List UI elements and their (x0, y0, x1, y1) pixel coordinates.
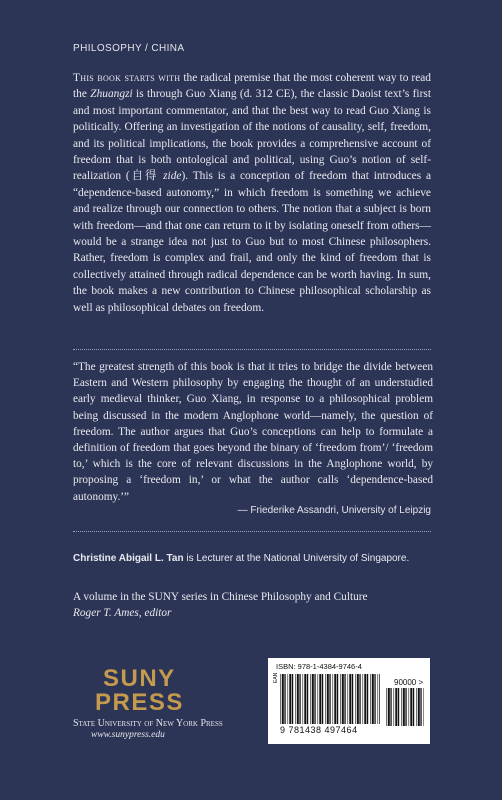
description-lead: This book starts with (73, 72, 181, 84)
barcode-bar (340, 674, 341, 724)
barcode-bar (409, 688, 410, 726)
barcode-bar (342, 674, 344, 724)
barcode-bar (359, 674, 360, 724)
barcode-bar (401, 688, 402, 726)
barcode-bar (292, 674, 293, 724)
publisher-name: State University of New York Press (73, 718, 223, 729)
barcode-bar (288, 674, 289, 724)
barcode-bar (284, 674, 285, 724)
barcode-bar (327, 674, 329, 724)
barcode-bar (372, 674, 374, 724)
barcode-bar (413, 688, 414, 726)
barcode-bar (370, 674, 371, 724)
barcode-bar (390, 688, 391, 726)
series-line: A volume in the SUNY series in Chinese Philosophy and Culture (73, 591, 368, 603)
series-editor: Roger T. Ames, editor (73, 606, 172, 619)
barcode-bar (282, 674, 284, 724)
term-zide: zide (163, 170, 182, 183)
barcode-bar (379, 674, 380, 724)
barcode-bar (314, 674, 315, 724)
barcode-bar (403, 688, 405, 726)
category-label: PHILOSOPHY / CHINA (73, 43, 185, 54)
barcode-bar (334, 674, 336, 724)
barcode-bar (357, 674, 359, 724)
series-info (73, 590, 443, 621)
barcode-bar (349, 674, 351, 724)
barcode-bar (318, 674, 319, 724)
barcode-bar (295, 674, 296, 724)
barcode-side-code: EAN (273, 672, 279, 683)
barcode-bar (329, 674, 330, 724)
barcode-bar (322, 674, 323, 724)
author-bio-text: is Lecturer at the National University of Singapore. (183, 553, 410, 564)
barcode-bar (304, 674, 306, 724)
barcode-bar (348, 674, 349, 724)
barcode-bar (418, 688, 420, 726)
barcode-bar (395, 688, 397, 726)
barcode-bar (303, 674, 304, 724)
work-title: Zhuangzi (90, 88, 133, 101)
ean-barcode-bars (280, 674, 380, 724)
barcode-bar (355, 674, 356, 724)
barcode-bar (394, 688, 395, 726)
barcode-bar (374, 674, 375, 724)
barcode-bar (416, 688, 417, 726)
barcode-bar (424, 688, 425, 726)
barcode-bar (333, 674, 334, 724)
endorsement-quote: “The greatest strength of this book is that it tries to bridge the divide between Eastern and Western philosophy by engaging the thought of an understudied early medieval thinker, Guo Xiang, in response to a philosophical problem being discussed in the modern Anglophone world—namely, the question of freedom. The author argues that Guo’s conceptions can help to formulate a definition of freedom that goes beyond the binary of ‘freedom from’/ ‘freedom to,’ which is the core of relevant discussions in the Anglophone world, by proposing a ‘freedom in,’ or what the author calls ‘dependence-based autonomy.’” (73, 361, 433, 503)
barcode-bar (410, 688, 412, 726)
barcode-bar (307, 674, 308, 724)
barcode-bar (299, 674, 300, 724)
divider-bottom (73, 531, 431, 532)
publisher-logo (73, 667, 233, 740)
barcode-bar (363, 674, 364, 724)
barcode-bar (344, 674, 345, 724)
barcode-bar (405, 688, 406, 726)
logo-suny: SUNY (103, 665, 176, 692)
book-description (73, 70, 431, 316)
barcode-bar (297, 674, 299, 724)
barcode-bar (386, 688, 387, 726)
barcode (268, 658, 430, 744)
author-name: Christine Abigail L. Tan (73, 553, 184, 564)
publisher-url: www.sunypress.edu (91, 730, 165, 740)
barcode-bar (420, 688, 421, 726)
barcode-bar (280, 674, 281, 724)
author-bio (73, 553, 453, 564)
barcode-bar (325, 674, 326, 724)
isbn-text: ISBN: 978-1-4384-9746-4 (276, 662, 362, 671)
barcode-bar (319, 674, 321, 724)
barcode-bar (337, 674, 338, 724)
barcode-bar (398, 688, 399, 726)
description-text-3: ). This is a conception of freedom that introduces a “dependence-based autonomy,” in which freedom is something we achieve and realize through our connection to others. The notion that a subject is born with freedom—and that one can return to it by isolating oneself from others—would be a strange idea not just to Guo but to most Chinese philosophers. Rather, freedom is complex and frail, and only the kind of freedom that is collectively attained through radical dependence can be worth having. In sum, the book makes a new contribution to Chinese philosophical scholarship as well as philosophical debates on freedom. (73, 170, 431, 314)
barcode-bar (388, 688, 390, 726)
barcode-bar (289, 674, 291, 724)
description-text-1: the radical premise that the most coherent way to read the (73, 72, 432, 101)
barcode-bar (367, 674, 368, 724)
description-text-2: is through Guo Xiang (d. 312 CE), the classic Daoist text’s first and most important commentator, and that the best way to read Guo Xiang is politically. Offering an investigation of the notions of causality, self, freedom, and its political implications, the book provides a comprehensive account of freedom that is both ontological and political, using Guo’s notion of self-realization (自得 (73, 88, 431, 183)
endorsement-attribution: — Friederike Assandri, University of Leipzig (237, 505, 431, 516)
barcode-bar (352, 674, 353, 724)
barcode-bar (310, 674, 311, 724)
barcode-bar (364, 674, 366, 724)
barcode-bar (378, 674, 379, 724)
logo-press: PRESS (95, 689, 184, 716)
price-code: 90000 > (394, 678, 424, 687)
barcode-bar (312, 674, 314, 724)
ean-digits: 9 781438 497464 (280, 725, 358, 735)
divider-top (73, 349, 431, 350)
addon-barcode-bars (386, 688, 424, 726)
